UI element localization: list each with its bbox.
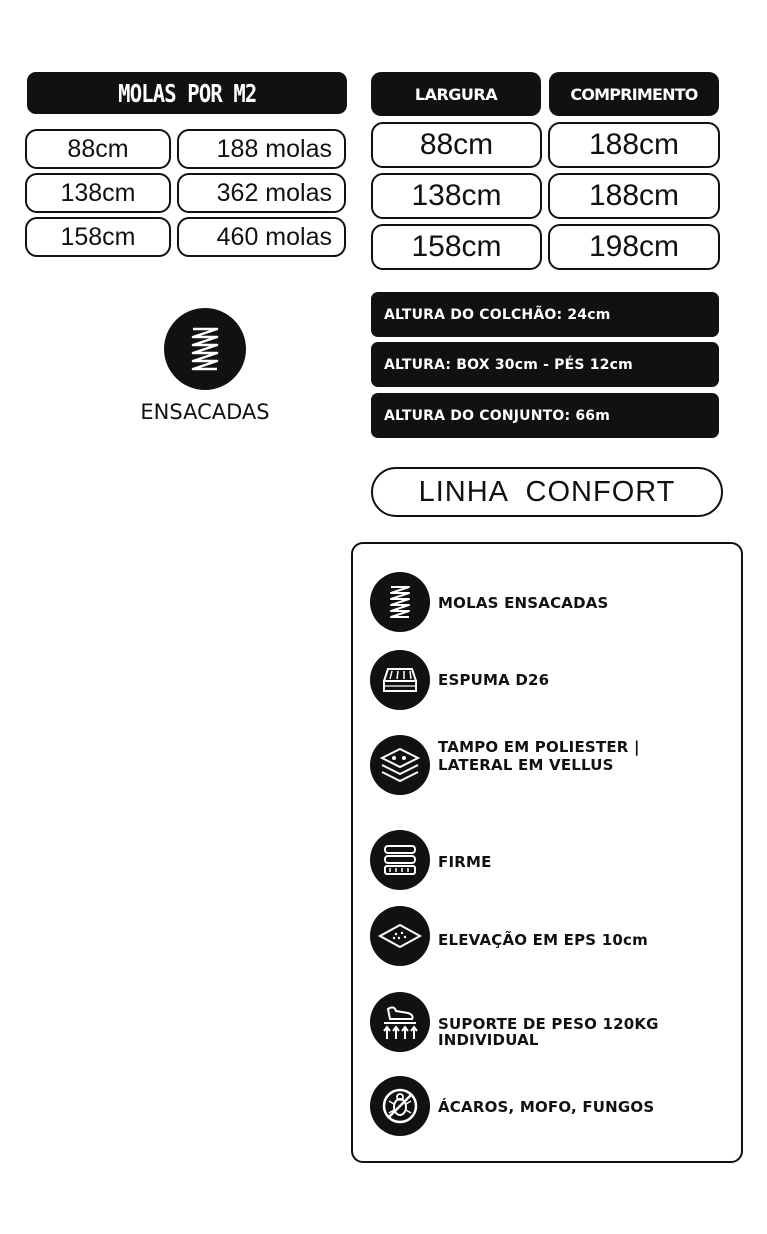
comprimento-cell	[548, 173, 720, 219]
spec-text: ALTURA: BOX 30cm - PÉS 12cm	[384, 356, 633, 373]
eps-board-icon	[370, 906, 430, 966]
feature-label: TAMPO EM POLIESTER | LATERAL EM VELLUS	[438, 738, 640, 774]
molas-size-cell	[25, 129, 171, 169]
comprimento-header-text: COMPRIMENTO	[570, 84, 698, 104]
linha-badge	[371, 467, 723, 517]
layers-icon	[370, 735, 430, 795]
largura-cell	[371, 224, 542, 270]
spec-text: ALTURA DO COLCHÃO: 24cm	[384, 306, 611, 323]
molas-count-cell	[177, 173, 346, 213]
largura-cell	[371, 173, 542, 219]
spring-icon	[164, 308, 246, 390]
comprimento-cell	[548, 224, 720, 270]
feature-label: ÁCAROS, MOFO, FUNGOS	[438, 1098, 655, 1116]
comprimento-text: 188cm	[588, 128, 680, 161]
largura-header-text: LARGURA	[414, 84, 498, 104]
largura-header	[371, 72, 541, 116]
molas-count-cell	[177, 217, 346, 257]
molas-size-text: 138cm	[60, 178, 136, 207]
molas-count-text: 460 molas	[216, 222, 332, 251]
molas-count-cell	[177, 129, 346, 169]
comprimento-cell	[548, 122, 720, 168]
ensacadas-label: ENSACADAS	[140, 400, 270, 424]
spring-icon	[370, 572, 430, 632]
comprimento-text: 198cm	[588, 230, 680, 263]
molas-size-text: 158cm	[60, 222, 136, 251]
molas-count-text: 362 molas	[216, 178, 332, 207]
largura-cell	[371, 122, 542, 168]
feature-label: ELEVAÇÃO EM EPS 10cm	[438, 931, 648, 949]
anti-mite-icon	[370, 1076, 430, 1136]
spec-bar-altura-box	[371, 342, 719, 387]
feature-label: SUPORTE DE PESO 120KG INDIVIDUAL	[438, 1015, 659, 1049]
molas-size-cell	[25, 173, 171, 213]
largura-text: 158cm	[411, 230, 502, 263]
linha-text: LINHA CONFORT	[418, 475, 676, 508]
molas-size-text: 88cm	[67, 134, 129, 163]
mattress-firm-icon	[370, 830, 430, 890]
molas-header-text: MOLAS POR M2	[117, 78, 257, 108]
comprimento-text: 188cm	[588, 179, 680, 212]
molas-header	[27, 72, 347, 114]
feature-label: MOLAS ENSACADAS	[438, 594, 609, 612]
spec-bar-altura-colchao	[371, 292, 719, 337]
feature-label: FIRME	[438, 853, 492, 871]
weight-support-icon	[370, 992, 430, 1052]
comprimento-header	[549, 72, 719, 116]
feature-label: ESPUMA D26	[438, 671, 550, 689]
molas-size-cell	[25, 217, 171, 257]
spec-bar-altura-conjunto	[371, 393, 719, 438]
largura-text: 88cm	[419, 128, 494, 161]
largura-text: 138cm	[411, 179, 502, 212]
molas-count-text: 188 molas	[216, 134, 332, 163]
spec-text: ALTURA DO CONJUNTO: 66m	[384, 407, 611, 424]
foam-icon	[370, 650, 430, 710]
